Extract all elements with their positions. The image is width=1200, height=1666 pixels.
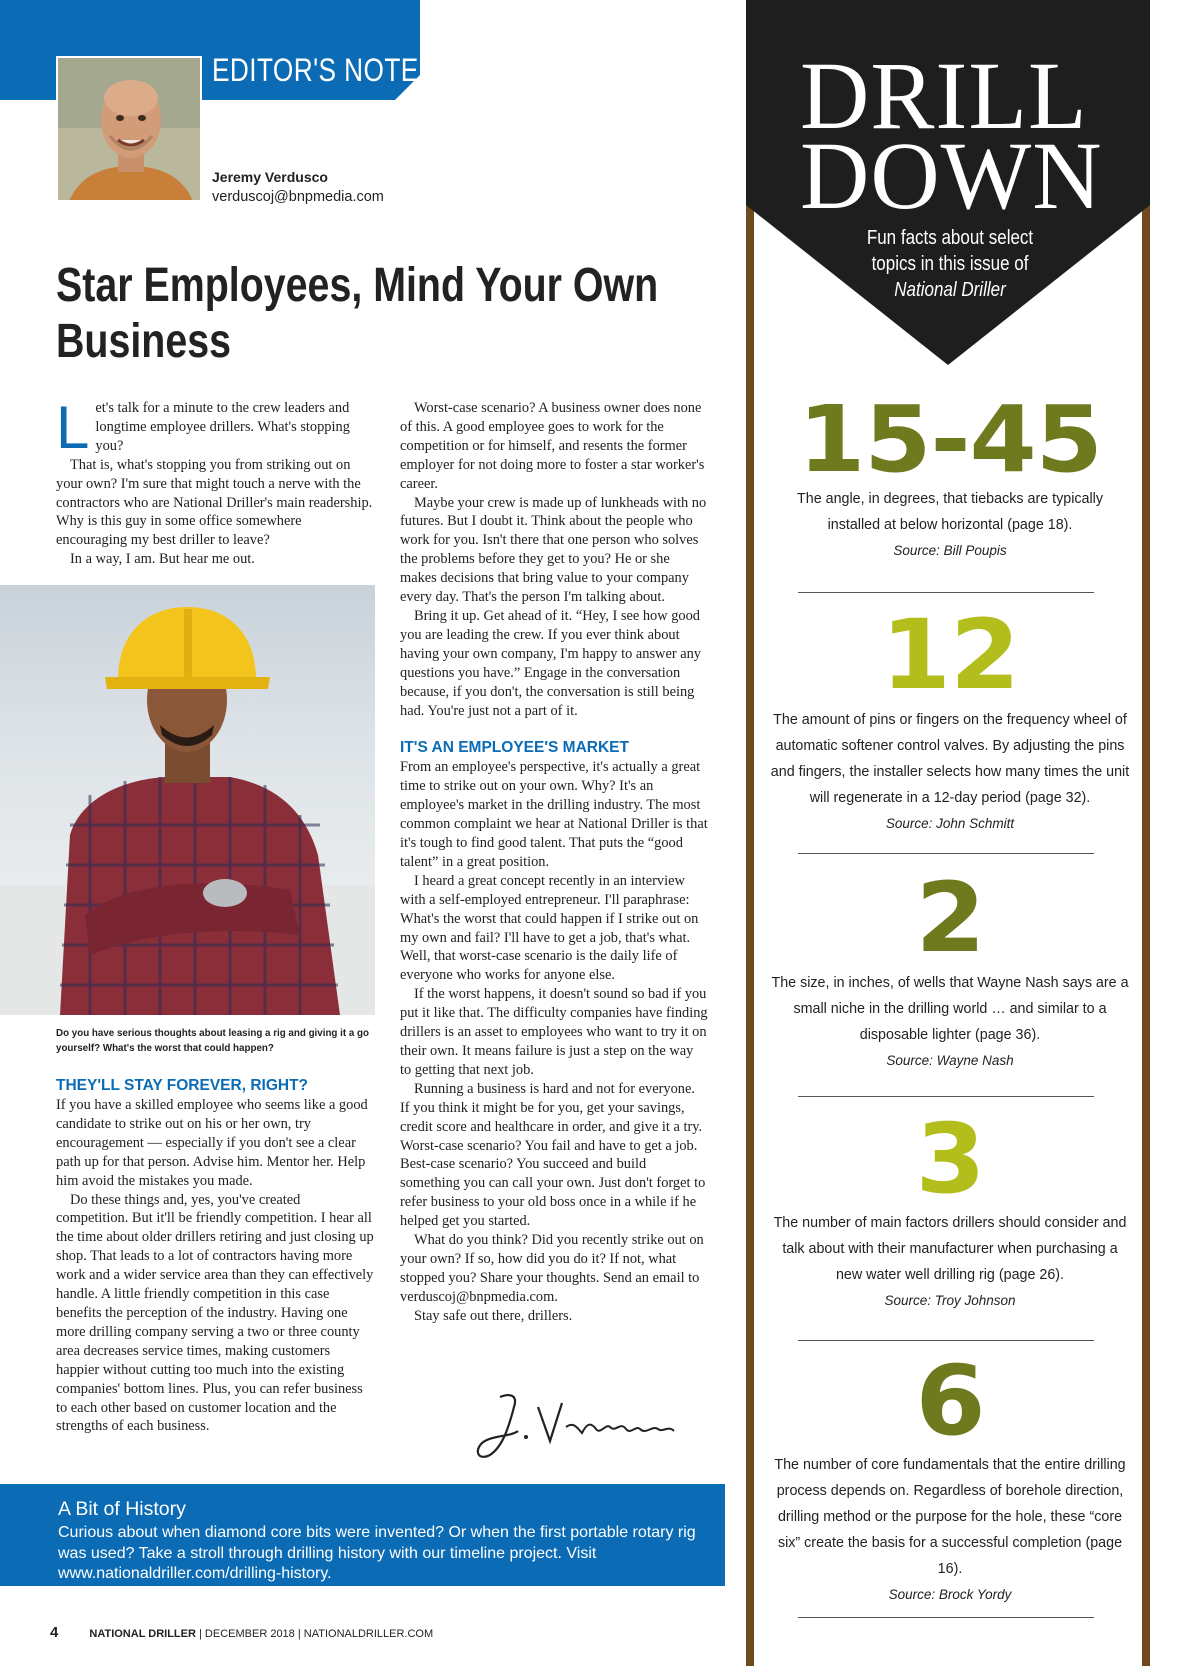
author-name: Jeremy Verdusco xyxy=(212,169,328,185)
fact-number: 3 xyxy=(915,1103,985,1215)
article-column-1 xyxy=(56,394,374,569)
footer-site: NATIONALDRILLER.COM xyxy=(303,1628,434,1640)
paragraph: Do these things and, yes, you've created competition. But it'll be friendly competition. I hear all the time about older drillers retiring and just closing up shop. That leads to a lot of contractors having more work and a wider service area than they can effectively handle. A little friendly competition in this case benefits the perception of the industry. Having one more drilling company serving a two or three county area decreases service times, making customers happier without cutting too much into the existing companies' bottom lines. Plus, you can refer business to each other based on customer location and the strengths of each business. xyxy=(56,1191,374,1435)
fact-description: The amount of pins or fingers on the frequency wheel of automatic softener control valves. By adjusting the pins and fingers, the installer selects how many times the unit will regenerate in a 12-day period (page 32). xyxy=(770,712,1130,806)
page-number: 4 xyxy=(50,1624,59,1641)
paragraph: If you have a skilled employee who seems like a good candidate to strike out on his or her own, try encouragement — especially if you don't see a clear path up for that person. Advise him. Mentor her. Help him avoid the mistakes you made. xyxy=(56,1097,368,1189)
divider xyxy=(798,1340,1094,1341)
paragraph: I heard a great concept recently in an interview with a self-employed entrepreneur. I'll paraphrase: What's the worst that could happen if I strike out on my own and fail? I'll have to get a job, that's what. Well, that worst-case scenario is the daily life of everyone who works for anyone else. xyxy=(400,872,699,984)
paragraph: Maybe your crew is made up of lunkheads with no futures. But I doubt it. Think about the people who work for you. Isn't there that one person who solves the problems before they get to you? He or she makes decisions that bring value to your company every day. That's the person I'm talking about. xyxy=(400,494,707,606)
sidebar-subtitle: Fun facts about select topics in this issue of National Driller xyxy=(866,227,1034,301)
fact-description: The angle, in degrees, that tiebacks are typically installed at below horizontal (page 18). xyxy=(797,491,1103,533)
fact-item xyxy=(770,862,1130,1074)
drop-cap: L xyxy=(56,394,90,461)
paragraph: That is, what's stopping you from striking out on your own? I'm sure that might touch a nerve with the contractors who are National Driller's main readership. Why is this guy in some office somewhere encouraging my best driller to leave? xyxy=(56,456,373,549)
fact-number: 2 xyxy=(915,862,985,974)
divider xyxy=(798,592,1094,593)
article-column-3 xyxy=(56,1076,374,1436)
footer-magazine: NATIONAL DRILLER xyxy=(89,1628,196,1640)
subhead-stay-forever: THEY'LL STAY FOREVER, RIGHT? xyxy=(56,1077,309,1094)
footer-separator: | xyxy=(297,1628,301,1640)
history-title: A Bit of History xyxy=(58,1498,186,1520)
worker-photo xyxy=(0,585,375,1015)
fact-item xyxy=(770,599,1130,837)
paragraph: Worst-case scenario? A business owner does none of this. A good employee goes to work for the competition or for himself, and resents the former employer for not doing more to foster a star worker's career. xyxy=(400,400,705,492)
fact-number: 6 xyxy=(915,1345,985,1457)
author-photo xyxy=(56,56,202,202)
article-headline: Star Employees, Mind Your Own Business xyxy=(56,259,659,368)
editor-signature xyxy=(470,1385,690,1470)
fact-item xyxy=(770,1103,1130,1314)
fact-source: Source: Bill Poupis xyxy=(893,543,1007,558)
footer-separator: | xyxy=(199,1628,202,1640)
fact-item xyxy=(770,386,1130,564)
paragraph: What do you think? Did you recently strike out on your own? If so, how did you do it? If not, what stopped you? Share your thoughts. Send an email to verduscoj@bnpmedia.com. xyxy=(400,1232,704,1305)
article-column-2 xyxy=(400,399,708,1326)
history-text: Curious about when diamond core bits were invented? Or when the first portable rotary rig was used? Take a stroll through drilling history with our timeline project. Visit www.nationaldriller.com/drilling-history. xyxy=(58,1524,696,1582)
fact-source: Source: Troy Johnson xyxy=(884,1293,1016,1308)
sidebar-title: DRILL DOWN xyxy=(800,42,1103,229)
fact-source: Source: John Schmitt xyxy=(885,816,1015,831)
section-title: EDITOR'S NOTES xyxy=(212,52,437,88)
paragraph: In a way, I am. But hear me out. xyxy=(70,551,255,568)
fact-description: The number of main factors drillers should consider and talk about with their manufacturer when purchasing a new water well drilling rig (page 26). xyxy=(773,1215,1127,1283)
divider xyxy=(798,853,1094,854)
author-email[interactable]: verduscoj@bnpmedia.com xyxy=(212,189,384,205)
paragraph: If the worst happens, it doesn't sound so bad if you put it like that. The difficulty companies have finding drillers is an asset to employees who want to try it on their own. It means failure is just a step on the way to getting that next job. xyxy=(400,986,708,1078)
divider xyxy=(798,1096,1094,1097)
paragraph: Running a business is hard and not for everyone. If you think it might be for you, get your savings, credit score and healthcare in order, and give it a try. Worst-case scenario? You fail and have to get a job. Best-case scenario? You succeed and build something you can call your own. Just don't forget to refer business to your old boss once in a while if he helped get you started. xyxy=(400,1080,706,1230)
fact-item xyxy=(770,1345,1130,1608)
fact-description: The number of core fundamentals that the entire drilling process depends on. Regardless of borehole direction, drilling method or the purpose for the hole, these “core six” create the basis for a successful completion (page 16). xyxy=(774,1457,1126,1577)
fact-source: Source: Brock Yordy xyxy=(888,1587,1012,1602)
paragraph: Let's talk for a minute to the crew leaders and longtime employee drillers. What's stopping you? xyxy=(56,394,350,461)
divider xyxy=(798,1617,1094,1618)
history-box[interactable] xyxy=(0,1484,725,1586)
fact-number: 12 xyxy=(880,599,1020,711)
fact-source: Source: Wayne Nash xyxy=(886,1053,1014,1068)
page-footer xyxy=(50,1624,433,1641)
paragraph: Bring it up. Get ahead of it. “Hey, I see how good you are leading the crew. If you ever think about having your own company, I'm happy to answer any questions you have.” Engage in the conversation because, if you don't, the conversation is still being had. You're just not a part of it. xyxy=(400,607,701,719)
fact-description: The size, in inches, of wells that Wayne Nash says are a small niche in the drilling world … and similar to a disposable lighter (page 36). xyxy=(771,975,1129,1043)
photo-caption: Do you have serious thoughts about leasing a rig and giving it a go yourself? What's the worst that could happen? xyxy=(56,1028,369,1054)
subhead-employee-market: IT'S AN EMPLOYEE'S MARKET xyxy=(400,739,629,757)
footer-date: DECEMBER 2018 xyxy=(204,1628,295,1640)
fact-number: 15-45 xyxy=(798,386,1102,493)
paragraph: From an employee's perspective, it's actually a great time to strike out on your own. Why? It's an employee's market in the drilling industry. The most common complaint we hear at National Driller is that it's tough to find good talent. That puts the “good talent” in a great position. xyxy=(400,759,708,870)
paragraph: Stay safe out there, drillers. xyxy=(414,1307,573,1324)
